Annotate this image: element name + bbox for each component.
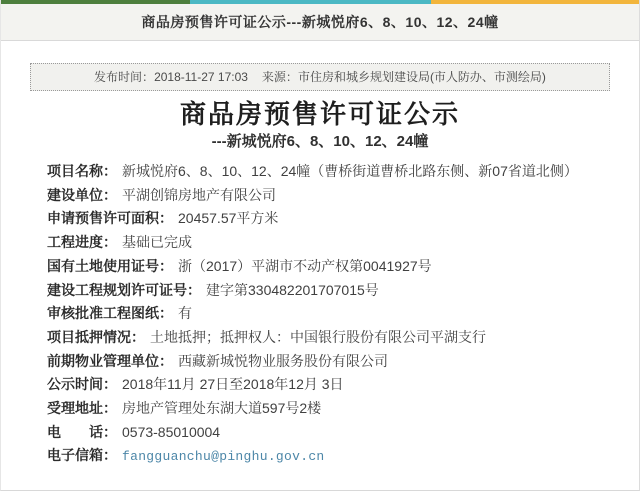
detail-line-property-management [47,350,639,374]
detail-line-developer [47,184,639,208]
detail-label: 项目名称： [47,163,117,179]
detail-value: 西藏新城悦物业服务股份有限公司 [178,352,388,369]
detail-line-approved-drawings [47,302,639,326]
detail-value: 平湖创锦房地产有限公司 [122,186,276,203]
details-list [47,160,639,469]
article-title: 商品房预售许可证公示 [179,100,460,129]
detail-label: 项目抵押情况： [47,328,145,345]
detail-label: 工程进度： [47,234,117,251]
detail-label: 前期物业管理单位： [47,352,173,369]
detail-line-project-name [47,160,639,184]
detail-label: 申请预售许可面积： [47,210,173,227]
publish-info-box [30,63,610,91]
detail-label: 建设工程规划许可证号： [47,281,201,298]
source-label: 来源： [261,70,298,84]
email-link[interactable]: fangguanchu@pinghu.gov.cn [122,449,325,465]
detail-line-email [47,444,639,469]
detail-line-land-certificate [47,255,639,279]
detail-value: 浙（2017）平湖市不动产权第0041927号 [178,257,432,274]
detail-value: 2018年11月 27日至2018年12月 3日 [122,376,344,393]
page-header-bar [1,4,639,41]
detail-value: 基础已完成 [122,234,192,251]
publish-time-value: 2018-11-27 17:03 [154,70,248,84]
article-subtitle: ---新城悦府6、8、10、12、24幢 [211,133,429,150]
detail-label: 电子信箱： [47,447,117,464]
detail-line-mortgage-status [47,326,639,350]
detail-value: 建字第330482201707015号 [206,281,379,298]
detail-line-phone [47,421,639,445]
detail-value: 房地产管理处东湖大道597号2楼 [122,400,322,417]
detail-label: 审核批准工程图纸： [47,305,173,322]
phone-number: 0573-85010004 [122,423,221,440]
detail-label: 受理地址： [47,400,117,417]
detail-label: 公示时间： [47,376,117,393]
detail-label: 建设单位： [47,186,117,203]
detail-value: 有 [178,305,192,322]
stripe-green-segment [1,0,190,4]
detail-line-acceptance-address [47,397,639,421]
header-title: 商品房预售许可证公示---新城悦府6、8、10、12、24幢 [141,14,499,30]
detail-label: 国有土地使用证号： [47,257,173,274]
detail-line-progress [47,231,639,255]
detail-value: 20457.57平方米 [178,210,279,227]
detail-label: 电 话： [47,423,117,440]
detail-line-planning-permit [47,279,639,303]
detail-value: 新城悦府6、8、10、12、24幢（曹桥街道曹桥北路东侧、新07省道北侧） [122,163,578,179]
top-color-stripe [1,0,639,4]
publish-time-label: 发布时间： [94,70,155,84]
source-value: 市住房和城乡规划建设局(市人防办、市测绘局) [297,70,546,84]
detail-line-publicity-period [47,373,639,397]
stripe-teal-segment [190,0,431,4]
stripe-yellow-segment [431,0,639,4]
detail-line-presale-area [47,207,639,231]
detail-value: 土地抵押；抵押权人：中国银行股份有限公司平湖支行 [150,328,486,345]
